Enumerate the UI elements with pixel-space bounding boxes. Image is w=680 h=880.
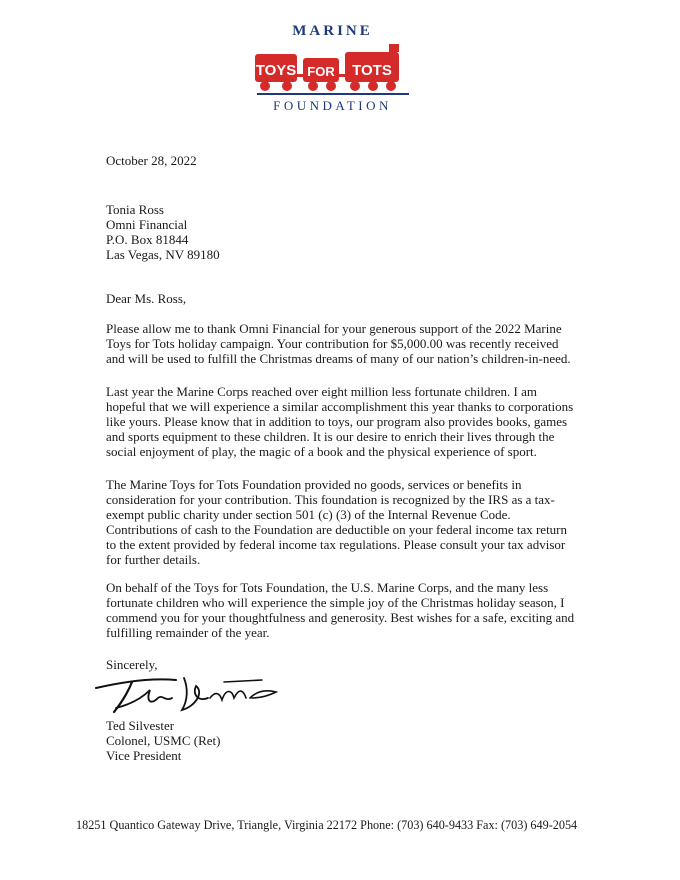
- train-wheel: [260, 81, 270, 91]
- closing: Sincerely,: [106, 657, 158, 672]
- body-paragraph-2: Last year the Marine Corps reached over eight million less fortunate children. I am hopeful that we will experience a similar accomplishment this year thanks to corporations like yours. Please know that in addition to toys, our program also provides books, games and sports equipment to these children. It is our desire to enrich their lives through the social enjoyment of play, the magic of a book and the physical experience of sport.: [106, 384, 574, 459]
- signer-block: [106, 718, 576, 763]
- handwritten-signature: [92, 668, 292, 718]
- recipient-po-box: P.O. Box 81844: [106, 232, 189, 247]
- footer-address: 18251 Quantico Gateway Drive, Triangle, Virginia 22172 Phone: (703) 640-9433 Fax: (703) 649-2054: [76, 818, 578, 832]
- train-smokestack: [389, 44, 399, 52]
- signer-name: Ted Silvester: [106, 718, 175, 733]
- recipient-company: Omni Financial: [106, 217, 188, 232]
- body-paragraph-3: The Marine Toys for Tots Foundation provided no goods, services or benefits in consideration for your contribution. This foundation is recognized by the IRS as a tax-exempt public charity under section 501 (c) (3) of the Internal Revenue Code. Contributions of cash to the Foundation are deductible on your federal income tax return to the extent provided by federal income tax regulations. Please consult your tax advisor for further details.: [106, 477, 568, 567]
- logo-word-for: FOR: [307, 64, 335, 79]
- recipient-address: [106, 202, 576, 262]
- logo-top-text: MARINE: [292, 23, 373, 39]
- body-paragraph-4: On behalf of the Toys for Tots Foundation, the U.S. Marine Corps, and the many less fortunate children who will experience the simple joy of the Christmas holiday season, I commend you for your thoughtfulness and generosity. Best wishes for a safe, exciting and fulfilling remainder of the year.: [106, 580, 575, 640]
- recipient-name: Tonia Ross: [106, 202, 164, 217]
- train-wheel: [386, 81, 396, 91]
- letterhead-logo: [245, 22, 420, 117]
- train-wheel: [308, 81, 318, 91]
- logo-word-tots: TOTS: [352, 62, 392, 79]
- salutation: Dear Ms. Ross,: [106, 291, 187, 306]
- logo-word-toys: TOYS: [255, 62, 297, 79]
- train-coupler-1: [297, 74, 303, 77]
- logo-bottom-text: FOUNDATION: [273, 98, 392, 113]
- train-coupler-2: [339, 74, 345, 77]
- train-wheel: [368, 81, 378, 91]
- body-paragraph-1: Please allow me to thank Omni Financial for your generous support of the 2022 Marine Toys for Tots holiday campaign. Your contribution for $5,000.00 was recently received and will be used to fulfill the Christmas dreams of many of our nation’s children-in-need.: [106, 321, 571, 366]
- logo-divider: [257, 93, 409, 95]
- signer-title: Vice President: [106, 748, 182, 763]
- train-wheel: [282, 81, 292, 91]
- signer-rank: Colonel, USMC (Ret): [106, 733, 221, 748]
- recipient-city: Las Vegas, NV 89180: [106, 247, 220, 262]
- toy-train-icon: [253, 40, 413, 94]
- train-wheel: [350, 81, 360, 91]
- train-wheel: [326, 81, 336, 91]
- letter-date: October 28, 2022: [106, 153, 197, 168]
